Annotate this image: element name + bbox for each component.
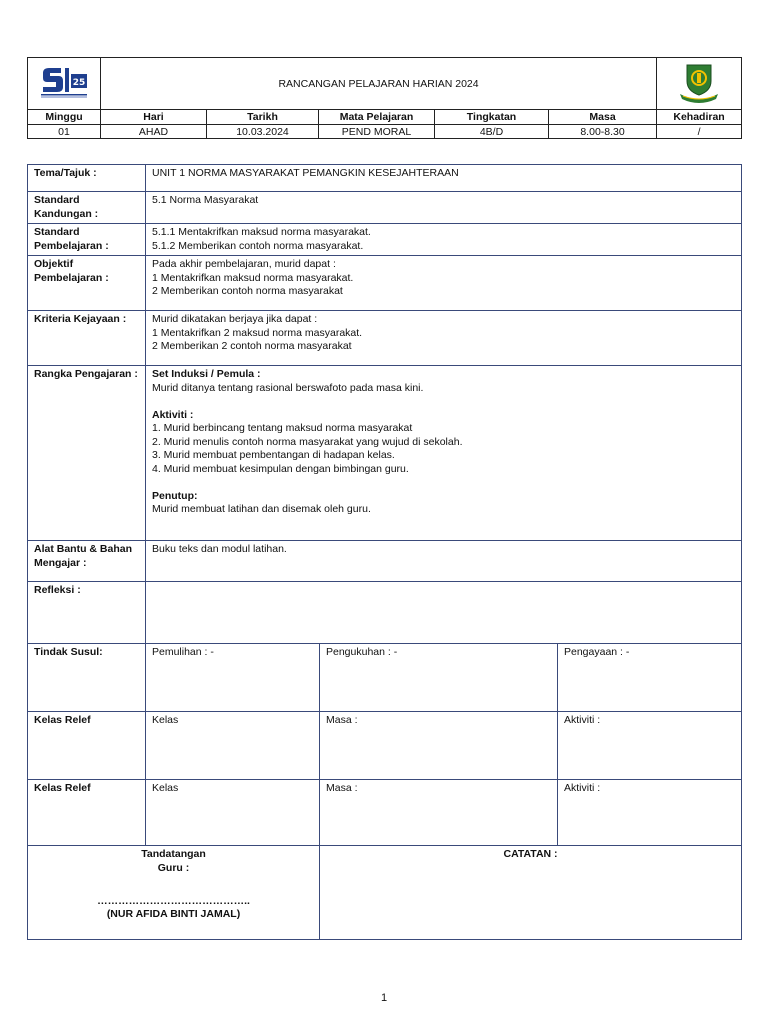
tindak-susul-label: Tindak Susul: <box>28 644 146 712</box>
school-crest-icon <box>677 61 721 103</box>
col-tingkatan: Tingkatan <box>435 110 549 125</box>
aktiviti-item: 3. Murid membuat pembentangan di hadapan kelas. <box>152 449 395 461</box>
aktiviti-cell: Aktiviti : <box>558 712 742 780</box>
masa-cell: Masa : <box>320 712 558 780</box>
val-mata-pelajaran: PEND MORAL <box>319 125 435 139</box>
set-induksi-title: Set Induksi / Pemula : <box>152 368 261 380</box>
objektif-value: Pada akhir pembelajaran, murid dapat : 1 Mentakrifkan maksud norma masyarakat. 2 Memberikan contoh norma masyarakat <box>146 256 742 311</box>
signature-block <box>28 846 320 940</box>
refleksi-value <box>146 582 742 644</box>
alat-bantu-label: Alat Bantu & Bahan Mengajar : <box>28 541 146 582</box>
alat-bantu-value: Buku teks dan modul latihan. <box>146 541 742 582</box>
row-tindak-susul <box>28 644 742 712</box>
row-kelas-relef-1 <box>28 712 742 780</box>
kelas-cell: Kelas <box>146 712 320 780</box>
row-kelas-relef-2 <box>28 780 742 846</box>
col-masa: Masa <box>549 110 657 125</box>
row-alat-bantu <box>28 541 742 582</box>
aktiviti-cell: Aktiviti : <box>558 780 742 846</box>
penutup-title: Penutup: <box>152 489 198 502</box>
rangka-pengajaran-value <box>146 366 742 541</box>
kelas-relef-label: Kelas Relef <box>28 712 146 780</box>
row-standard-pembelajaran <box>28 224 742 256</box>
val-masa: 8.00-8.30 <box>549 125 657 139</box>
left-logo-cell <box>28 58 101 110</box>
aktiviti-item: 1. Murid berbincang tentang maksud norma masyarakat <box>152 422 413 434</box>
col-kehadiran: Kehadiran <box>657 110 742 125</box>
col-hari: Hari <box>101 110 207 125</box>
val-tarikh: 10.03.2024 <box>207 125 319 139</box>
col-tarikh: Tarikh <box>207 110 319 125</box>
kriteria-kejayaan-value: Murid dikatakan berjaya jika dapat : 1 Mentakrifkan 2 maksud norma masyarakat. 2 Memberikan 2 contoh norma masyarakat <box>146 311 742 366</box>
signature-line: …………………………………….. <box>97 894 250 907</box>
row-objektif <box>28 256 742 311</box>
rangka-pengajaran-label: Rangka Pengajaran : <box>28 366 146 541</box>
lesson-plan-table <box>27 164 742 940</box>
row-tema <box>28 165 742 192</box>
objektif-label: Objektif Pembelajaran : <box>28 256 146 311</box>
kelas-relef-label: Kelas Relef <box>28 780 146 846</box>
row-kriteria-kejayaan <box>28 311 742 366</box>
school-logo-left <box>39 65 89 99</box>
row-standard-kandungan <box>28 192 742 224</box>
tema-value: UNIT 1 NORMA MASYARAKAT PEMANGKIN KESEJAHTERAAN <box>146 165 742 192</box>
aktiviti-item: 2. Murid menulis contoh norma masyarakat yang wujud di sekolah. <box>152 435 463 448</box>
aktiviti-title: Aktiviti : <box>152 408 194 421</box>
masa-cell: Masa : <box>320 780 558 846</box>
val-minggu: 01 <box>28 125 101 139</box>
val-hari: AHAD <box>101 125 207 139</box>
pemulihan-cell: Pemulihan : - <box>146 644 320 712</box>
standard-pembelajaran-label: Standard Pembelajaran : <box>28 224 146 256</box>
set-induksi-text: Murid ditanya tentang rasional berswafoto pada masa kini. <box>152 381 424 394</box>
aktiviti-item: 4. Murid membuat kesimpulan dengan bimbingan guru. <box>152 462 409 475</box>
row-rangka-pengajaran <box>28 366 742 541</box>
standard-pembelajaran-value: 5.1.1 Mentakrifkan maksud norma masyarakat. 5.1.2 Memberikan contoh norma masyarakat. <box>146 224 742 256</box>
guru-label: Guru : <box>157 861 190 874</box>
refleksi-label: Refleksi : <box>28 582 146 644</box>
kelas-cell: Kelas <box>146 780 320 846</box>
val-kehadiran: / <box>657 125 742 139</box>
right-logo-cell <box>657 58 742 110</box>
tandatangan-label: Tandatangan <box>141 848 206 860</box>
val-tingkatan: 4B/D <box>435 125 549 139</box>
standard-kandungan-label: Standard Kandungan : <box>28 192 146 224</box>
catatan-label: CATATAN : <box>503 848 558 860</box>
standard-kandungan-value: 5.1 Norma Masyarakat <box>146 192 742 224</box>
document-title: RANCANGAN PELAJARAN HARIAN 2024 <box>101 58 657 110</box>
col-minggu: Minggu <box>28 110 101 125</box>
col-mata-pelajaran: Mata Pelajaran <box>319 110 435 125</box>
logo-number: 25 <box>72 78 86 88</box>
row-signature <box>28 846 742 940</box>
kriteria-kejayaan-label: Kriteria Kejayaan : <box>28 311 146 366</box>
penutup-text: Murid membuat latihan dan disemak oleh guru. <box>152 503 371 515</box>
pengayaan-cell: Pengayaan : - <box>558 644 742 712</box>
catatan-cell <box>320 846 742 940</box>
teacher-name: (NUR AFIDA BINTI JAMAL) <box>106 908 241 920</box>
row-refleksi <box>28 582 742 644</box>
pengukuhan-cell: Pengukuhan : - <box>320 644 558 712</box>
header-table <box>27 57 742 139</box>
page-number: 1 <box>380 992 388 1004</box>
tema-label: Tema/Tajuk : <box>28 165 146 192</box>
